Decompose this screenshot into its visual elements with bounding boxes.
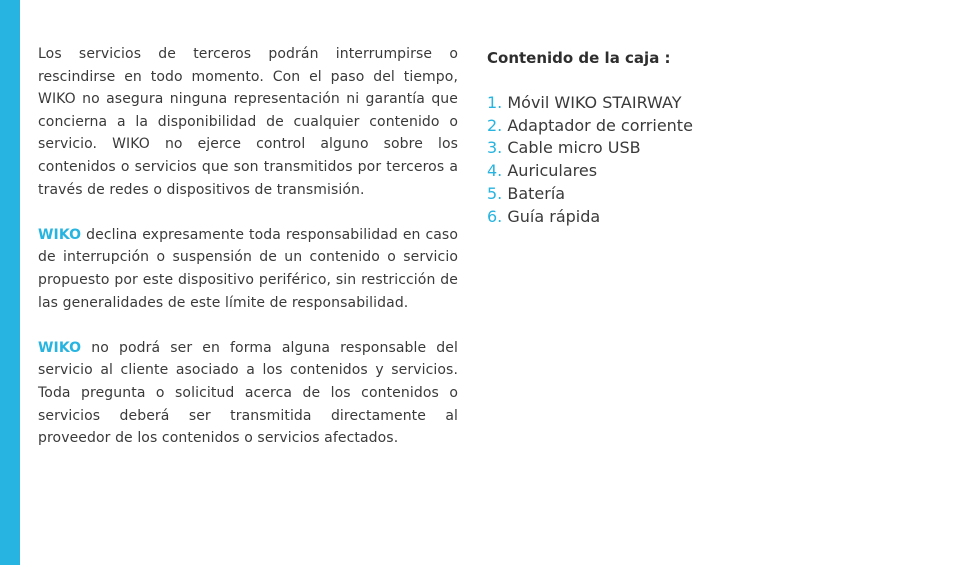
paragraph-disclaimer [38, 224, 458, 314]
paragraph-customer-service [38, 337, 458, 450]
item-number: 3. [487, 138, 503, 158]
item-number: 5. [487, 183, 503, 203]
brand-name: WIKO [38, 339, 82, 356]
paragraph-third-party-services [38, 43, 458, 201]
box-contents-column [487, 46, 907, 228]
side-color-bar [0, 0, 20, 565]
list-item [487, 183, 907, 206]
item-label: Adaptador de corriente [507, 115, 693, 135]
item-number: 2. [487, 115, 503, 135]
item-label: Móvil WIKO STAIRWAY [507, 93, 682, 112]
brand-name: WIKO [38, 226, 82, 243]
item-number: 6. [487, 206, 503, 226]
paragraph-text: declina expresamente toda responsabilidad en caso de interrupción o suspensión de un contenido o servicio propuesto por este dispositivo periférico, sin restricción de las generalidades de este límite de responsabilidad. [38, 226, 458, 311]
list-item [487, 92, 907, 115]
paragraph-text: no podrá ser en forma alguna responsable del servicio al cliente asociado a los contenidos y servicios. Toda pregunta o solicitud acerca de los contenidos o servicios deberá ser transmitida directamente al proveedor de los contenidos o servicios afectados. [38, 339, 458, 447]
item-label: Batería [507, 183, 566, 203]
list-item [487, 160, 907, 183]
list-item [487, 206, 907, 229]
box-contents-title: Contenido de la caja : [487, 49, 671, 67]
item-number: 1. [487, 93, 503, 112]
item-label: Guía rápida [507, 206, 601, 226]
item-label: Cable micro USB [507, 138, 641, 158]
item-label: Auriculares [507, 161, 598, 181]
list-item [487, 137, 907, 160]
paragraph-text: Los servicios de terceros podrán interrumpirse o rescindirse en todo momento. Con el paso del tiempo, WIKO no asegura ninguna representación ni garantía que concierna a la disponibilidad de cualquier contenido o servicio. WIKO no ejerce control alguno sobre los contenidos o servicios que son transmitidos por terceros a través de redes o dispositivos de transmisión. [38, 46, 458, 198]
list-item [487, 115, 907, 138]
box-contents-list [487, 92, 907, 228]
legal-text-column [38, 43, 458, 450]
item-number: 4. [487, 161, 503, 181]
